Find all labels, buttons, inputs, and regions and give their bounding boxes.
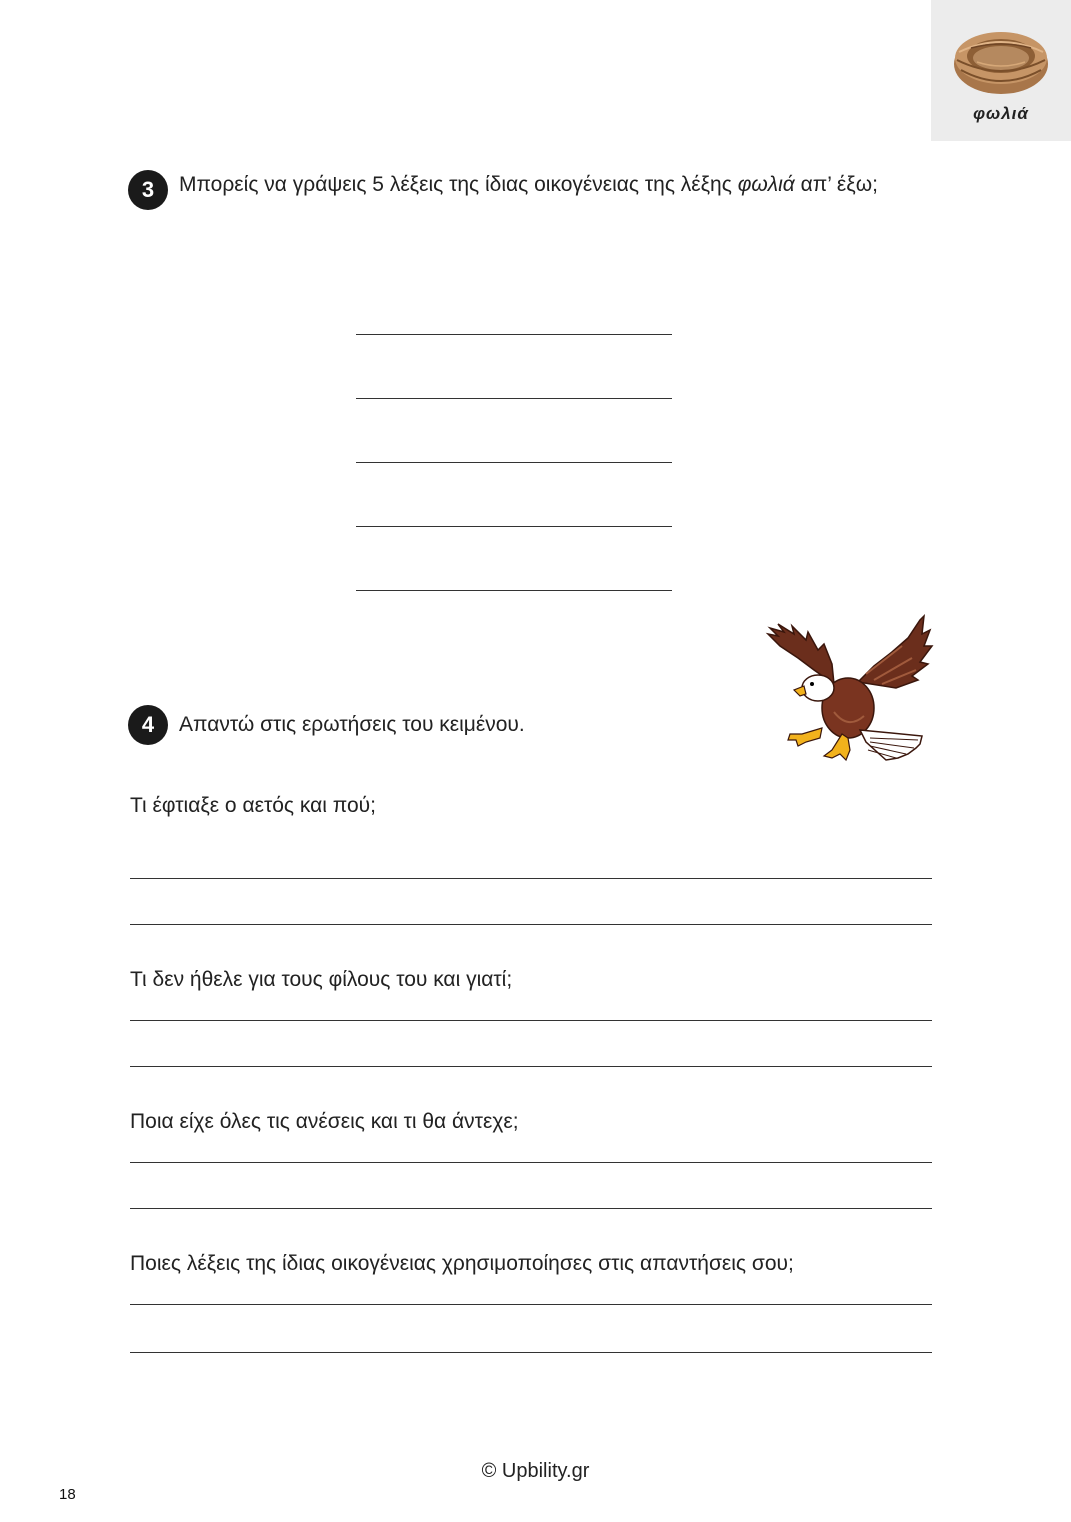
answer-line-q3-1[interactable] xyxy=(130,1162,932,1163)
answer-line-q1-1[interactable] xyxy=(130,878,932,879)
eagle-illustration xyxy=(762,612,934,772)
answer-line-q2-2[interactable] xyxy=(130,1066,932,1067)
answer-line-q3-2[interactable] xyxy=(130,1208,932,1209)
answer-line-5[interactable] xyxy=(356,590,672,591)
page-number: 18 xyxy=(59,1486,76,1503)
answer-line-1[interactable] xyxy=(356,334,672,335)
answer-line-2[interactable] xyxy=(356,398,672,399)
answer-line-q1-2[interactable] xyxy=(130,924,932,925)
question-4-badge: 4 xyxy=(128,705,168,745)
question-3-text-start: Μπορείς να γράψεις 5 λέξεις της ίδιας οικογένειας της λέξης xyxy=(179,173,738,196)
nest-illustration xyxy=(951,12,1051,100)
answer-line-4[interactable] xyxy=(356,526,672,527)
sub-question-3: Ποια είχε όλες τις ανέσεις και τι θα άντεχε; xyxy=(130,1110,519,1133)
vocabulary-word: φωλιά xyxy=(973,104,1029,123)
copyright-footer: © Upbility.gr xyxy=(481,1460,590,1482)
question-4-text: Απαντώ στις ερωτήσεις του κειμένου. xyxy=(179,713,525,736)
sub-question-2: Τι δεν ήθελε για τους φίλους του και γιατί; xyxy=(130,968,513,991)
sub-question-4: Ποιες λέξεις της ίδιας οικογένειας χρησιμοποίησες στις απαντήσεις σου; xyxy=(130,1252,794,1275)
answer-line-q2-1[interactable] xyxy=(130,1020,932,1021)
question-3-text-end: απ’ έξω; xyxy=(794,173,878,196)
answer-line-3[interactable] xyxy=(356,462,672,463)
question-3-keyword: φωλιά xyxy=(737,173,795,196)
vocabulary-card xyxy=(931,0,1071,141)
answer-line-q4-2[interactable] xyxy=(130,1352,932,1353)
answer-line-q4-1[interactable] xyxy=(130,1304,932,1305)
sub-question-1: Τι έφτιαξε ο αετός και πού; xyxy=(130,794,376,817)
question-3-text xyxy=(179,173,878,197)
question-3-badge: 3 xyxy=(128,170,168,210)
